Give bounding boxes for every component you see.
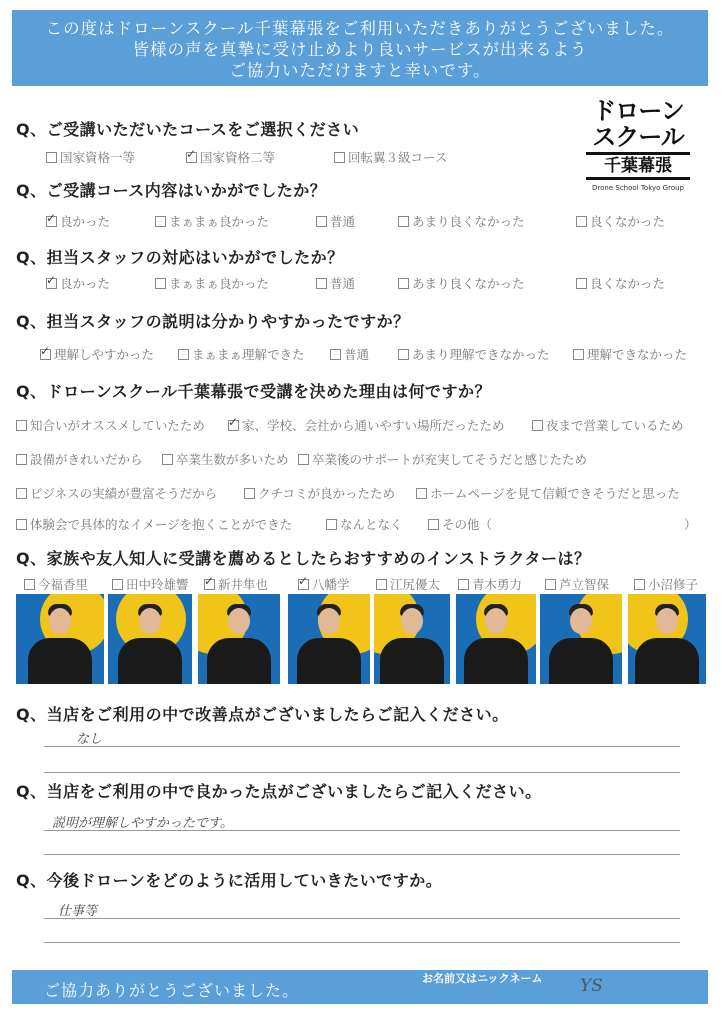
option-staff-5[interactable] [576,274,665,292]
checkbox[interactable] [244,488,255,499]
question-good-points: Q、当店をご利用の中で良かった点がございましたらご記入ください。 [16,782,542,801]
option-label: 普通 [330,214,356,229]
answer-line [44,746,680,747]
instructor-option-3[interactable] [204,575,268,593]
checkbox[interactable] [416,488,427,499]
checkbox[interactable] [573,349,584,360]
school-logo [586,98,690,192]
answer-improvements: なし [76,732,103,747]
option-label: ホームページを見て信頼できそうだと思った [430,486,680,501]
option-label: 青木勇力 [472,577,523,592]
option-label: 設備がきれいだから [30,452,143,467]
checkbox[interactable] [155,216,166,227]
option-reason-11[interactable] [326,515,403,533]
option-reason-2[interactable] [228,416,505,434]
option-staff-4[interactable] [398,274,525,292]
checkbox[interactable] [376,579,387,590]
option-label: 国家資格一等 [60,150,136,165]
option-label: あまり良くなかった [412,214,525,229]
option-label: あまり理解できなかった [412,347,550,362]
checkbox[interactable] [178,349,189,360]
checkbox[interactable] [316,216,327,227]
question-instructor: Q、家族や友人知人に受講を薦めるとしたらおすすめのインストラクターは？ [16,549,591,568]
instructor-option-4[interactable] [298,575,350,593]
option-label: 理解できなかった [587,347,688,362]
option-label: なんとなく [340,517,403,532]
option-label: ビジネスの実績が豊富そうだから [30,486,218,501]
option-reason-5[interactable] [162,450,289,468]
header-line-3: ご協力いただけますと幸いです。 [229,61,491,80]
option-reason-12[interactable] [428,515,492,533]
option-reason-6[interactable] [298,450,587,468]
option-label: 八幡学 [312,577,350,592]
checkbox[interactable] [398,349,409,360]
instructor-option-7[interactable] [545,575,609,593]
option-course-1[interactable] [46,148,135,166]
instructor-photo-7 [540,594,622,684]
option-label: 卒業生数が多いため [176,452,289,467]
checkbox-checked[interactable] [46,216,57,227]
option-reason-3[interactable] [532,416,684,434]
option-reason-4[interactable] [16,450,143,468]
name-value[interactable]: YS [580,976,603,996]
checkbox[interactable] [326,519,337,530]
question-course-content: Q、ご受講コース内容はいかがでしたか？ [16,181,327,200]
checkbox-checked[interactable] [228,420,239,431]
option-course-3[interactable] [334,148,447,166]
logo-line-3: 千葉幕張 [586,152,690,180]
header-banner [12,10,708,86]
option-staff-3[interactable] [316,274,355,292]
option-label: 知合いがオススメしていたため [30,418,205,433]
instructor-photo-1 [16,594,104,684]
instructor-option-1[interactable] [24,575,88,593]
option-label: 小沼修子 [648,577,699,592]
checkbox[interactable] [298,454,309,465]
option-label: 普通 [344,347,370,362]
option-label: 良くなかった [590,214,666,229]
checkbox[interactable] [46,152,57,163]
answer-future-use: 仕事等 [58,904,98,919]
checkbox-checked[interactable] [186,152,197,163]
checkbox[interactable] [576,216,587,227]
checkbox[interactable] [634,579,645,590]
instructor-option-8[interactable] [634,575,698,593]
question-staff-explanation: Q、担当スタッフの説明は分かりやすかったですか？ [16,312,410,331]
checkbox[interactable] [162,454,173,465]
checkbox-checked[interactable] [204,579,215,590]
option-explain-2[interactable] [178,345,305,363]
answer-line [44,854,680,855]
option-reason-7[interactable] [16,484,217,502]
logo-line-2: スクール [592,123,684,151]
answer-line [44,772,680,773]
option-label: 国家資格二等 [200,150,276,165]
header-line-2: 皆様の声を真摯に受け止めより良いサービスが出来るよう [132,40,588,59]
option-label: まぁまぁ良かった [169,276,270,291]
checkbox[interactable] [330,349,341,360]
footer-banner [12,970,708,1004]
checkbox[interactable] [428,519,439,530]
answer-line [44,830,680,831]
header-line-1: この度はドローンスクール千葉幕張をご利用いただきありがとうございました。 [45,19,675,38]
option-label: まぁまぁ良かった [169,214,270,229]
checkbox[interactable] [398,216,409,227]
checkbox[interactable] [398,278,409,289]
option-label: クチコミが良かったため [258,486,396,501]
checkbox[interactable] [16,519,27,530]
checkbox[interactable] [576,278,587,289]
checkbox[interactable] [458,579,469,590]
option-reason-1[interactable] [16,416,205,434]
checkbox[interactable] [532,420,543,431]
option-staff-2[interactable] [155,274,269,292]
instructor-option-6[interactable] [458,575,522,593]
checkbox[interactable] [155,278,166,289]
option-label: 今福香里 [38,577,89,592]
option-label: まぁまぁ理解できた [192,347,305,362]
answer-good-points: 説明が理解しやすかったです。 [52,816,233,831]
instructor-option-2[interactable] [112,575,189,593]
question-future-use: Q、今後ドローンをどのように活用していきたいですか。 [16,871,443,890]
option-explain-1[interactable] [40,345,154,363]
option-reason-8[interactable] [244,484,395,502]
checkbox[interactable] [545,579,556,590]
option-reason-9[interactable] [416,484,680,502]
instructor-option-5[interactable] [376,575,440,593]
question-improvements: Q、当店をご利用の中で改善点がございましたらご記入ください。 [16,705,509,724]
option-course-2[interactable] [186,148,275,166]
option-label: 良かった [60,276,111,291]
option-label: 家、学校、会社から通いやすい場所だったため [242,418,505,433]
instructor-photo-6 [456,594,536,684]
option-label: 普通 [330,276,356,291]
checkbox[interactable] [16,420,27,431]
checkbox[interactable] [24,579,35,590]
instructor-photo-2 [108,594,192,684]
option-explain-4[interactable] [398,345,550,363]
question-course: Q、ご受講いただいたコースをご選択ください [16,120,360,139]
option-label: 芦立智保 [559,577,610,592]
checkbox[interactable] [316,278,327,289]
checkbox-checked[interactable] [298,579,309,590]
option-label: 新井隼也 [218,577,269,592]
checkbox-checked[interactable] [40,349,51,360]
instructor-photo-3 [198,594,280,684]
option-label: 田中玲雄響 [126,577,189,592]
option-explain-5[interactable] [573,345,687,363]
question-staff-response: Q、担当スタッフの対応はいかがでしたか？ [16,248,344,267]
footer-thanks: ご協力ありがとうございました。 [44,981,300,1000]
option-label: 夜まで営業しているため [546,418,684,433]
instructor-photo-4 [288,594,370,684]
option-content-3[interactable] [316,212,355,230]
answer-line [44,942,680,943]
question-reason: Q、ドローンスクール千葉幕張で受講を決めた理由は何ですか？ [16,382,491,401]
instructor-photo-8 [628,594,706,684]
option-reason-10[interactable] [16,515,292,533]
option-label: 卒業後のサポートが充実してそうだと感じたため [312,452,588,467]
option-label: 江尻優太 [390,577,441,592]
checkbox[interactable] [334,152,345,163]
option-content-2[interactable] [155,212,269,230]
logo-line-4: Drone School Tokyo Group [592,184,684,192]
other-close-paren: ） [684,517,697,532]
name-label: お名前又はニックネーム [422,972,543,985]
logo-line-1: ドローン [592,97,684,125]
option-label: 理解しやすかった [54,347,155,362]
option-label: その他（ [442,517,493,532]
checkbox[interactable] [112,579,123,590]
checkbox[interactable] [16,488,27,499]
checkbox[interactable] [16,454,27,465]
option-label: 良かった [60,214,111,229]
option-content-4[interactable] [398,212,525,230]
option-label: 良くなかった [590,276,666,291]
option-staff-1[interactable] [46,274,110,292]
instructor-photo-5 [374,594,450,684]
option-label: あまり良くなかった [412,276,525,291]
option-label: 回転翼３級コース [348,150,448,165]
checkbox-checked[interactable] [46,278,57,289]
answer-line [44,918,680,919]
option-label: 体験会で具体的なイメージを抱くことができた [30,517,293,532]
option-content-5[interactable] [576,212,665,230]
option-explain-3[interactable] [330,345,369,363]
option-content-1[interactable] [46,212,110,230]
